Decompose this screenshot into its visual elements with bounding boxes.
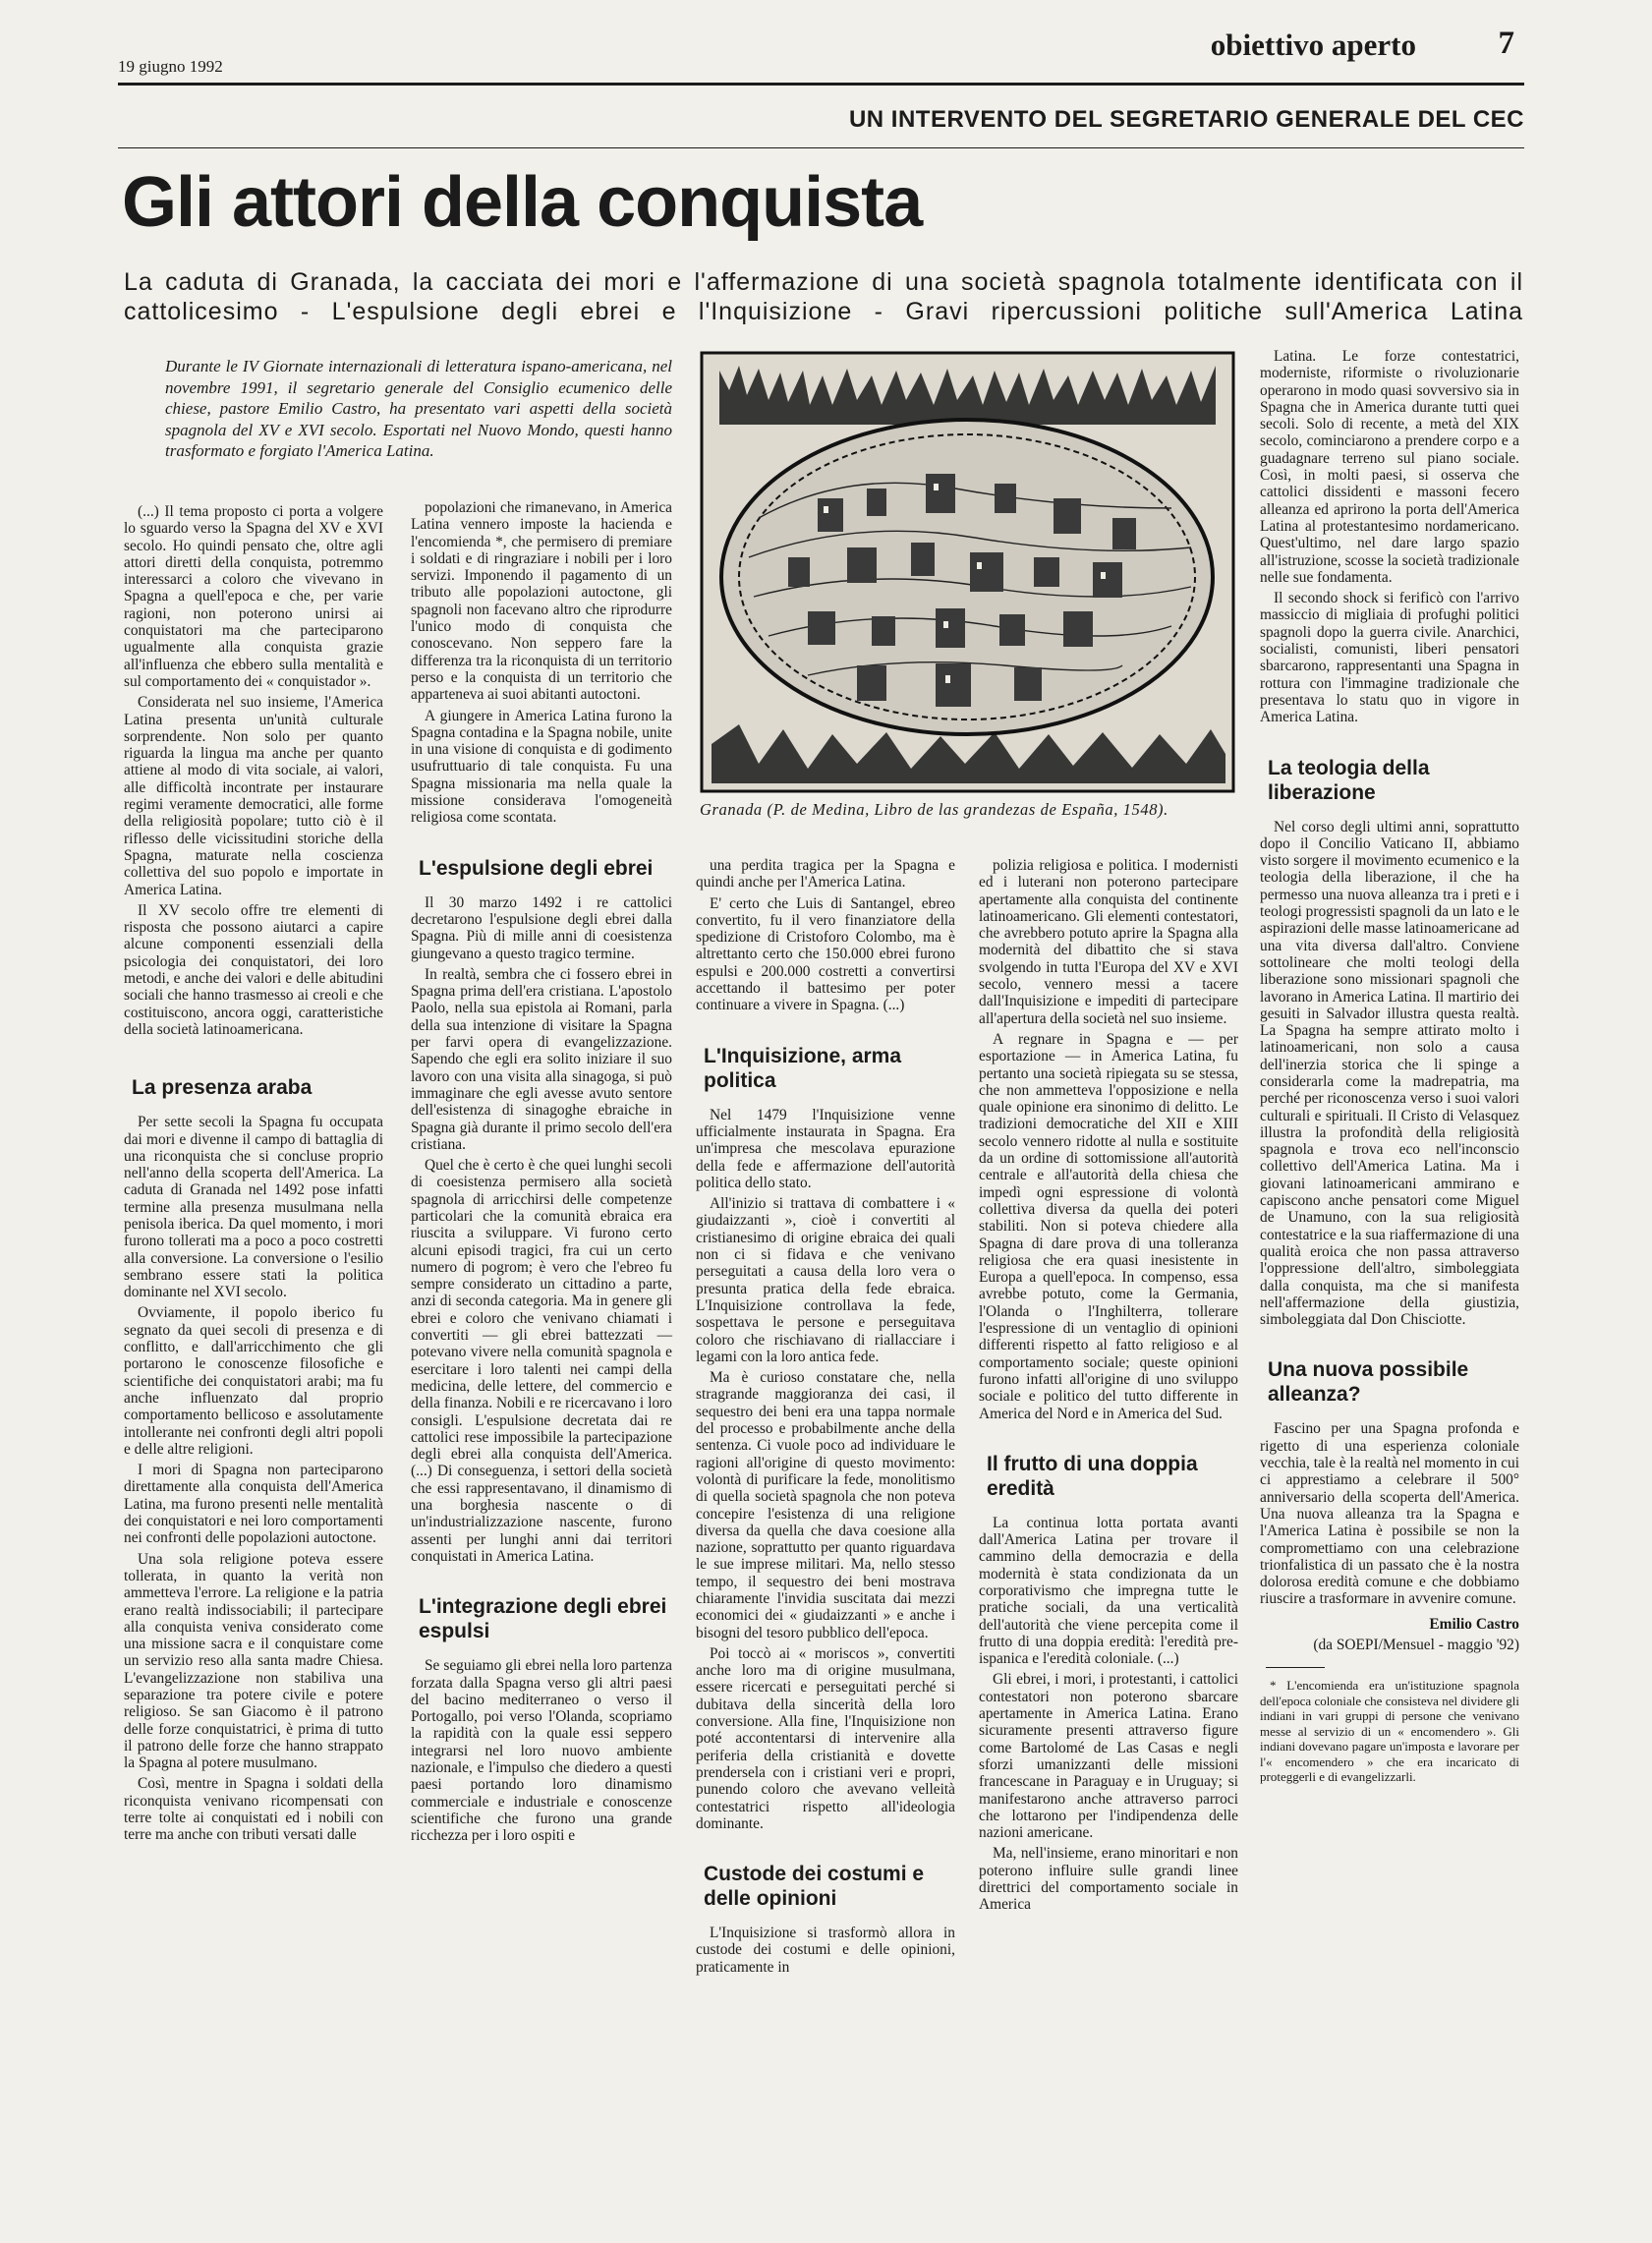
paragraph: Ma è curioso constatare che, nella stragrande maggioranza dei casi, il sequestro dei beni era una tappa normale del processo e probabilmente anche della sentenza. Ci vuole poco ad individuare le ragioni all'origine di questo movimento: volontà di purificare la fede, monolitismo di quella società spagnola che non poteva concepire l'esistenza di una religione diversa da quella che dava coesione alla nazione, soprattutto per quanto riguardava le sue imprese militari. Ma, nello stesso tempo, il sequestro dei beni mostrava chiaramente l'invidia suscitata dai mezzi economici dei « giudaizzanti » e anche i bisogni del tesoro pubblico dell'epoca. <box>696 1369 955 1641</box>
subheading-espulsione: L'espulsione degli ebrei <box>419 856 654 880</box>
header-rule <box>118 83 1524 86</box>
intro-paragraph: Durante le IV Giornate internazionali di letteratura ispano-americana, nel novembre 1991, il segretario generale del Consiglio ecumenico delle chiese, pastore Emilio Castro, ha presentato vari aspetti della società spagnola del XV e XVI secolo. Esportati nel Nuovo Mondo, questi hanno trasformato e forgiato l'America Latina. <box>165 357 672 460</box>
subheading-frutto: Il frutto di una doppia eredità <box>987 1452 1198 1500</box>
subheading-teologia: La teologia della liberazione <box>1268 756 1430 804</box>
subhead: La caduta di Granada, la cacciata dei mori e l'affermazione di una società spagnola totalmente identificata con il cattolicesimo - L'espulsione degli ebrei e l'Inquisizione - Gravi ripercussioni politiche sull'America Latina <box>124 268 1523 325</box>
column-5 <box>1260 348 1519 1789</box>
headline: Gli attori della conquista <box>122 163 923 242</box>
paragraph: Così, mentre in Spagna i soldati della riconquista venivano ricompensati con terre tolte ai conquistati ed i nobili con terre ma anche con tributi versati dalle <box>124 1775 383 1844</box>
paragraph: All'inizio si trattava di combattere i « giudaizzanti », cioè i convertiti al cristianesimo di origine ebraica dei quali non ci si fidava e che venivano perseguitati a causa della loro vera o presunta pratica della fede ebraica. L'Inquisizione controllava la fede, sospettava le persone e perseguitava coloro che rischiavano di riallacciare i legami con la loro antica fede. <box>696 1195 955 1365</box>
granada-woodcut <box>700 351 1235 793</box>
subheading-custode: Custode dei costumi e delle opinioni <box>704 1863 925 1911</box>
paragraph: Ovviamente, il popolo iberico fu segnato da quei secoli di presenza e di conflitto, e dall'arricchimento che gli portarono le conoscenze filosofiche e scientifiche dei conquistatori arabi; ma fu anche influenzato dal proprio comportamento bellicoso e assolutamente intollerante nei confronti degli altri popoli e delle altre religioni. <box>124 1304 383 1458</box>
paragraph: A regnare in Spagna e — per esportazione — in America Latina, fu pertanto una società ripiegata su se stessa, che non ammetteva l'opposizione e nella quale opinione era sinonimo di delitto. Le tradizioni democratiche del XII e XIII secolo vennero ridotte al nulla e sostituite da un ordine di sottomissione all'autorità centrale e all'autorità della chiesa che impedì ogni espressione di volontà collettiva diversa da quella dei poteri stabiliti. Non si poteva chiedere alla Spagna di dare prova di una tolleranza religiosa che era quasi inesistente in Europa a quell'epoca. In compenso, essa avrebbe potuto, come la Germania, l'Olanda o l'Inghilterra, tollerare l'espressione di un ventaglio di opinioni differenti rispetto al fatto religioso e al comportamento sociale; queste opinioni furono infatti all'origine di uno sviluppo sociale e politico del tutto differente in America del Nord e in America del Sud. <box>979 1030 1238 1422</box>
kicker: UN INTERVENTO DEL SEGRETARIO GENERALE DEL CEC <box>848 106 1524 133</box>
subheading-alleanza: Una nuova possibile alleanza? <box>1268 1358 1469 1407</box>
author-signature: Emilio Castro <box>1429 1615 1519 1633</box>
figure-caption: Granada (P. de Medina, Libro de las grandezas de España, 1548). <box>700 800 1168 819</box>
paragraph: La continua lotta portata avanti dall'America Latina per trovare il cammino della democrazia e della modernità è stata condizionata da un corporativismo che impregna tutte le pratiche sociali, da una verticalità dell'autorità che viene percepita come il frutto di una doppia eredità: l'eredità pre-ispanica e l'eredità coloniale. (...) <box>979 1514 1238 1668</box>
spacer <box>1260 730 1519 756</box>
subheading-inquisizione: L'Inquisizione, arma politica <box>704 1044 902 1092</box>
paragraph: Il secondo shock si ferificò con l'arrivo massiccio di migliaia di profughi politici spagnoli dopo la guerra civile. Anarchici, socialisti, comunisti, liberi pensatori sbarcarono, rappresentanti una Spagna in rottura con l'immagine tradizionale che presentava lo statu quo in vigore in America Latina. <box>1260 590 1519 726</box>
paragraph: Nel 1479 l'Inquisizione venne ufficialmente instaurata in Spagna. Era un'impresa che mescolava epurazione della fede e affermazione dell'autorità politica dello stato. <box>696 1106 955 1191</box>
paragraph: Latina. Le forze contestatrici, moderniste, riformiste o rivoluzionarie operarono in modo quasi sovversivo sia in Spagna che in America durante tutti quei secoli. Solo di recente, a metà del XIX secolo, cominciarono a prendere corpo e a guadagnare terreno sul piano sociale. Così, in molti paesi, si osserva che cattolici dissidenti e massoni fecero alleanza ed aprirono la porta dell'America Latina al protestantesimo nordamericano. Quest'ultimo, nel dare largo spazio all'istruzione, scosse la società tradizionale nelle sue fondamenta. <box>1260 348 1519 586</box>
kicker-rule <box>118 147 1524 148</box>
column-2 <box>411 499 672 1848</box>
subheading-integrazione: L'integrazione degli ebrei espulsi <box>419 1595 667 1643</box>
spacer <box>1260 1332 1519 1357</box>
paragraph: Per sette secoli la Spagna fu occupata dai mori e divenne il campo di battaglia di una riconquista che si concluse proprio nell'anno della scoperta dell'America. La caduta di Granada nel 1492 pose infatti termine alla presenza musulmana nella penisola iberica. Da quel momento, i mori furono tollerati ma a poco a poco costretti alla conversione. La conversione o l'esilio sembrano essere stati la politica dominante nel XVI secolo. <box>124 1114 383 1301</box>
paragraph: I mori di Spagna non parteciparono direttamente alla conquista dell'America Latina, ma furono presenti nelle mentalità dei conquistatori e nei loro comportamenti nei confronti delle popolazioni autoctone. <box>124 1462 383 1547</box>
issue-date: 19 giugno 1992 <box>118 57 223 76</box>
paragraph: Nel corso degli ultimi anni, soprattutto dopo il Concilio Vaticano II, abbiamo visto sorgere il movimento ecumenico e la teologia della liberazione, il che ha permesso una nuova alleanza tra i preti e i teologi progressisti spagnoli da un lato e le aspirazioni delle masse latinoamericane ad una vita diversa dall'altro. Conviene sottolineare che molti teologi della liberazione sono missionari spagnoli che lavorano in America Latina. Il martirio dei gesuiti in Salvador illustra questa realtà. La Spagna ha sempre attirato molto i latinoamericani, non solo a causa dell'inerzia storica che li spinge a considerarla come la madrepatria, ma perché per riconoscenza verso i suoi valori culturali e spirituali. Il Cristo di Velasquez illustra la profondità della religiosità spagnola e trova eco nell'inconscio collettivo dell'America Latina. Ma i giovani latinoamericani ammirano e capiscono anche pensatori come Miguel de Unamuno, con la sua religiosità contestatrice e la sua riaffermazione di una qualità eroica che non passa attraverso l'oppressione dell'altro, simboleggiata dalla conquista, ma che si manifesta nell'affermazione della giustizia, simboleggiata dal Don Chisciotte. <box>1260 818 1519 1329</box>
paragraph: popolazioni che rimanevano, in America Latina vennero imposte la hacienda e l'encomienda *, che permisero di premiare i soldati e di ringraziare i nobili per i loro servizi. Imponendo il pagamento di un tributo alle popolazioni autoctone, gli spagnoli non facevano altro che riprodurre l'unico modo di conquista che conoscevano. Non seppero fare la differenza tra la riconquista di un territorio perso e la conquista di un territorio che apparteneva ai suoi abitanti autoctoni. <box>411 499 672 704</box>
subheading-presenza: La presenza araba <box>132 1076 313 1100</box>
paragraph: Una sola religione poteva essere tollerata, in quanto la verità non ammetteva l'errore. La religione e la patria erano realtà indissociabili; il partecipare alla conquista veniva considerato come una missione sacra e il conquistare come un servizio reso alla santa madre Chiesa. L'evangelizzazione non stabiliva una separazione tra potere civile e potere religioso. Se san Giacomo è il patrono delle forze conquistatrici, è prima di tutto il patrono delle forze che hanno strappato la Spagna al potere musulmano. <box>124 1550 383 1772</box>
paragraph: Se seguiamo gli ebrei nella loro partenza forzata dalla Spagna verso gli altri paesi del bacino mediterraneo o verso il Portogallo, poi verso l'Olanda, scopriamo la rapidità con la quale essi seppero integrarsi nel loro nuovo ambiente nazionale, e l'impulso che diedero a questi paesi portando loro dinamismo commerciale e industriale e conoscenze scientifiche che furono una grande ricchezza per i loro ospiti e <box>411 1657 672 1845</box>
paragraph: E' certo che Luis di Santangel, ebreo convertito, fu il vero finanziatore della spedizione di Cristoforo Colombo, ma è altrettanto certo che 150.000 ebrei furono espulsi e 200.000 costretti a convertirsi accettando il battesimo per poter continuare a vivere in Spagna. (...) <box>696 894 955 1014</box>
column-4 <box>979 857 1238 1918</box>
footnote: * L'encomienda era un'istituzione spagnola dell'epoca coloniale che consisteva nel dividere gli indiani in vari gruppi di persone che venivano messe al servizio di un « encomendero ». Gli indiani dovevano pagare un'imposta e lavorare per l'« encomendero » che era incaricato di proteggerli e di evangelizzarli. <box>1260 1678 1519 1785</box>
spacer <box>696 1018 955 1044</box>
paragraph: A giungere in America Latina furono la Spagna contadina e la Spagna nobile, unite in una visione di conquista e di godimento usufruttuario di tale conquista. Fu una Spagna missionaria ma nella quale la missione considerava l'omogeneità religiosa come scontata. <box>411 707 672 827</box>
spacer <box>411 1569 672 1594</box>
paragraph: Il 30 marzo 1492 i re cattolici decretarono l'espulsione degli ebrei dalla Spagna. Più di mille anni di coesistenza giungevano a questo tragico termine. <box>411 893 672 962</box>
paragraph: Ma, nell'insieme, erano minoritari e non poterono influire sulle grandi linee direttrici del comportamento sociale in America <box>979 1845 1238 1914</box>
paragraph: L'Inquisizione si trasformò allora in custode dei costumi e delle opinioni, praticamente in <box>696 1925 955 1976</box>
source-credit: (da SOEPI/Mensuel - maggio '92) <box>1313 1637 1519 1653</box>
paragraph: Poi toccò ai « moriscos », convertiti anche loro ma di origine musulmana, essere ricercati e perseguitati perché si dubitava della sincerità della loro conversione. Alla fine, l'Inquisizione non poté accontentarsi di intervenire alla periferia della cristianità e dovette prendersela con i cristiani veri e propri, punendo coloro che avevano velleità contestatrici rispetto all'ideologia dominante. <box>696 1644 955 1832</box>
paragraph: una perdita tragica per la Spagna e quindi anche per l'America Latina. <box>696 857 955 891</box>
page-number: 7 <box>1498 26 1514 61</box>
column-1 <box>124 503 383 1848</box>
paragraph: Gli ebrei, i mori, i protestanti, i cattolici contestatori non poterono sbarcare apertamente in America Latina. Erano sicuramente presenti attraverso figure come Bartolomé de Las Casas e negli sforzi umanizzanti delle missioni francescane in Paraguay e in Uruguay; si manifestarono anche attraverso parroci che lottarono per l'indipendenza delle nazioni americane. <box>979 1671 1238 1842</box>
paragraph: Il XV secolo offre tre elementi di risposta che possono aiutarci a capire alcune componenti essenziali della psicologia dei conquistatori, dei loro metodi, e anche dei valori e delle abitudini sociali che hanno trasmesso ai creoli e che costituiscono, ancora oggi, caratteristiche della società latinoamericana. <box>124 901 383 1038</box>
spacer <box>124 1042 383 1075</box>
footnote-rule <box>1266 1667 1325 1668</box>
column-3 <box>696 857 955 1980</box>
paragraph: In realtà, sembra che ci fossero ebrei in Spagna prima dell'era cristiana. L'apostolo Paolo, nella sua epistola ai Romani, parla della sua intenzione di visitare la Spagna per farvi opera di evangelizzazione. Sapendo che egli era solito iniziare il suo lavoro con una visita alla sinagoga, si può immaginare che egli avesse avuto sentore dell'esistenza di sinagoghe ebraiche in Spagna già durante il primo secolo dell'era cristiana. <box>411 965 672 1153</box>
paragraph: (...) Il tema proposto ci porta a volgere lo sguardo verso la Spagna del XV e XVI secolo. Ho quindi pensato che, oltre agli attori diretti della conquista, potremmo interessarci a coloro che vivevano in Spagna a quell'epoca e che, per varie ragioni, non poterono unirsi ai conquistatori ma che parteciparono ugualmente alla conquista grazie all'influenza che ebbero sulla mentalità e sul comportamento dei « conquistador ». <box>124 503 383 690</box>
paragraph: Quel che è certo è che quei lunghi secoli di coesistenza permisero alla società spagnola di arricchirsi delle competenze particolari che la comunità ebraica era riuscita a sviluppare. Vi furono certo alcuni episodi tragici, fra cui un certo numero di pogrom; è vero che l'ebreo fu sempre considerato un cittadino a parte, anzi di seconda categoria. Ma in genere gli ebrei e coloro che venivano chiamati i convertiti — gli ebrei battezzati — potevano vivere nella comunità spagnola e esercitare i loro talenti nei campi della medicina, delle lettere, del commercio e della finanza. Nobili e re ricercavano i loro consigli. L'espulsione decretata dai re cattolici rese impossibile la partecipazione degli ebrei alla conquista dell'America. (...) Di conseguenza, i settori della società che essi rappresentavano, il dinamismo di una borghesia nascente o di un'industrializzazione nascente, furono assenti per lunghi anni dai territori conquistati in America Latina. <box>411 1157 672 1565</box>
spacer <box>411 831 672 856</box>
section-title: obiettivo aperto <box>1210 28 1416 62</box>
paragraph: Considerata nel suo insieme, l'America Latina presenta un'unità culturale sorprendente. Non solo per quanto riguarda la lingua ma anche per quanto attiene al modo di vita sociale, ai valori, alle difficoltà incontrate per instaurare regimi veramente democratici, alle forme della religiosità popolare; tutto ciò è il riflesso delle vicissitudini storiche della Spagna, maturate nella coscienza collettiva del suo popolo e importate in America Latina. <box>124 694 383 898</box>
spacer <box>696 1836 955 1862</box>
paragraph: polizia religiosa e politica. I modernisti ed i luterani non poterono partecipare apertamente alla conquista del continente latinoamericano. Gli elementi contestatori, che avrebbero potuto aprire la Spagna alla modernità del dibattito che si stava svolgendo in tutta l'Europa del XV e XVI secolo, vennero messi a tacere dall'Inquisizione e impediti di partecipare all'apertura della società nel suo insieme. <box>979 857 1238 1027</box>
spacer <box>979 1426 1238 1452</box>
paragraph: Fascino per una Spagna profonda e rigetto di una esperienza coloniale vecchia, tale è la realtà nel momento in cui ci apprestiamo a celebrare il 500° anniversario della scoperta dell'America. Una nuova alleanza tra la Spagna e l'America Latina è possibile se non la compromettiamo con una celebrazione trionfalistica di un passato che è la nostra dolorosa eredità comune e che dobbiamo riuscire a trasformare in avvenire comune. <box>1260 1420 1519 1608</box>
